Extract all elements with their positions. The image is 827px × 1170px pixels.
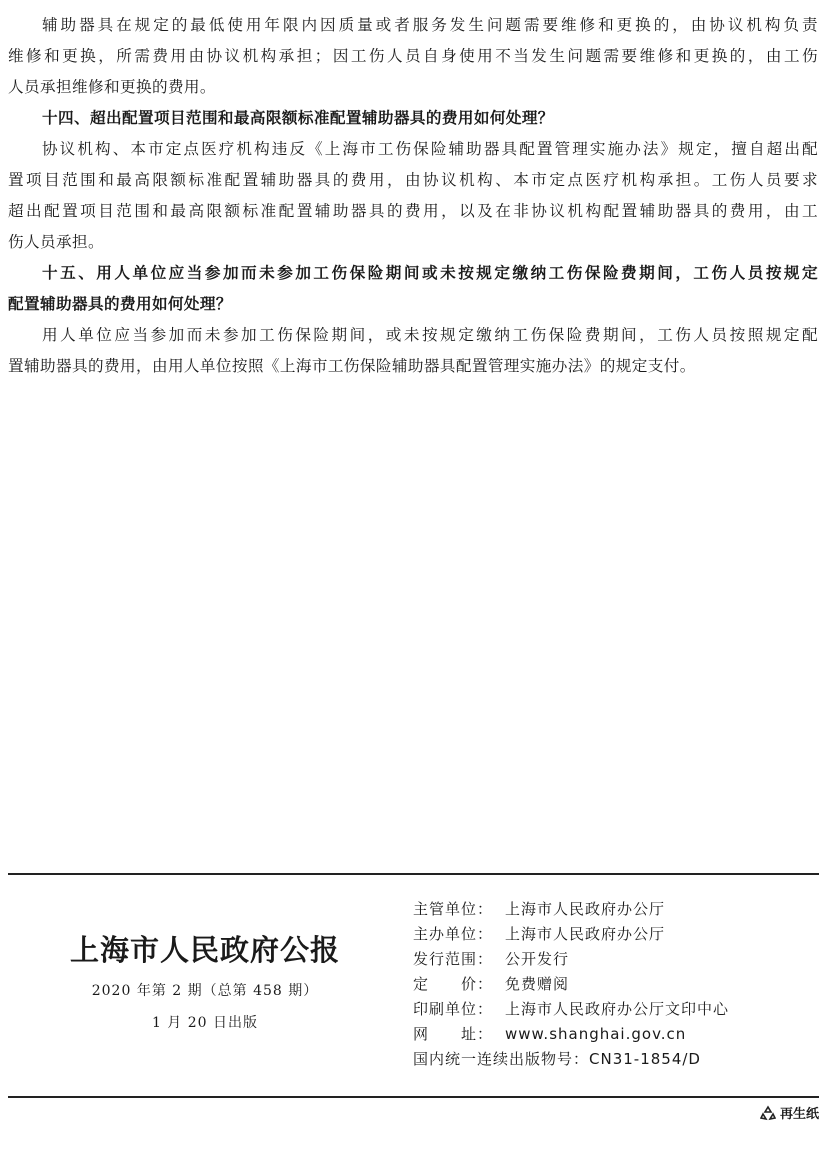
info-label: 国内统一连续出版物号： [413,1050,590,1068]
paragraph-line: 伤人员承担。 [8,233,104,251]
info-value: 上海市人民政府办公厅 [505,925,666,943]
section-heading-line: 十四、超出配置项目范围和最高限额标准配置辅助器具的费用如何处理？ [42,109,554,127]
info-row [413,897,729,922]
paragraph-line: 置项目范围和最高限额标准配置辅助器具的费用，由协议机构、本市定点医疗机构承担。工伤人员要求 [8,171,818,189]
masthead [30,932,380,1032]
footer-top-rule [8,873,819,875]
paragraph-line: 维修和更换，所需费用由协议机构承担；因工伤人员自身使用不当发生问题需要维修和更换的，由工伤 [8,47,818,65]
paragraph-line: 辅助器具在规定的最低使用年限内因质量或者服务发生问题需要维修和更换的，由协议机构负责 [42,16,818,34]
info-label: 网 址： [413,1025,494,1043]
info-label: 主管单位： [413,900,494,918]
footer-bottom-rule [8,1096,819,1098]
masthead-date: 1 月 20 日出版 [151,1015,259,1031]
info-row [413,947,729,972]
info-label: 主办单位： [413,925,494,943]
publication-info [413,897,729,1072]
masthead-issue: 2020 年第 2 期（总第 458 期） [91,983,319,999]
section-heading-line: 十五、用人单位应当参加而未参加工伤保险期间或未按规定缴纳工伤保险费期间，工伤人员按规定 [42,264,818,282]
info-value: 上海市人民政府办公厅文印中心 [505,1000,730,1018]
info-label: 印刷单位： [413,1000,494,1018]
section-heading-line: 配置辅助器具的费用如何处理？ [8,295,232,313]
paragraph-line: 超出配置项目范围和最高限额标准配置辅助器具的费用，以及在非协议机构配置辅助器具的费用，由工 [8,202,818,220]
info-row [413,1047,729,1072]
info-row [413,922,729,947]
paragraph-line: 用人单位应当参加而未参加工伤保险期间，或未按规定缴纳工伤保险费期间，工伤人员按照规定配 [42,326,818,344]
paragraph-line: 人员承担维修和更换的费用。 [8,78,216,96]
info-value: 上海市人民政府办公厅 [505,900,666,918]
info-value: www.shanghai.gov.cn [505,1025,687,1043]
info-label: 定 价： [413,975,494,993]
paragraph-line: 置辅助器具的费用，由用人单位按照《上海市工伤保险辅助器具配置管理实施办法》的规定支付。 [8,357,696,375]
article-body [8,10,818,382]
info-row [413,972,729,997]
recycled-paper-label: 再生纸 [779,1107,819,1122]
masthead-title: 上海市人民政府公报 [69,933,340,967]
recycled-paper-mark [760,1103,819,1122]
info-value: 免费赠阅 [505,975,570,993]
info-row [413,1022,729,1047]
info-label: 发行范围： [413,950,494,968]
paragraph-line: 协议机构、本市定点医疗机构违反《上海市工伤保险辅助器具配置管理实施办法》规定，擅自超出配 [42,140,818,158]
info-value: 公开发行 [505,950,570,968]
info-row [413,997,729,1022]
recycle-icon [760,1105,776,1121]
info-value: CN31-1854/D [589,1050,701,1068]
